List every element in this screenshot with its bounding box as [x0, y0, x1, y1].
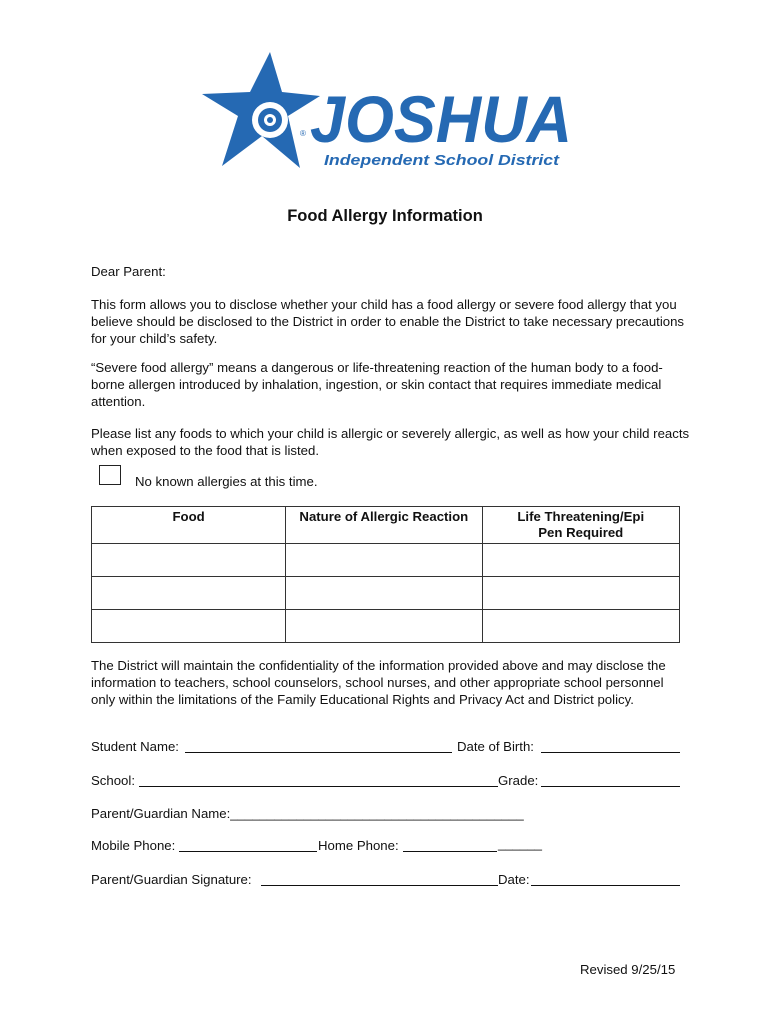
table-row [92, 577, 680, 610]
grade-field[interactable] [541, 786, 680, 787]
table-header-row [92, 507, 680, 544]
intro-paragraph: This form allows you to disclose whether your child has a food allergy or severe food allergy that you believe should be disclosed to the District in order to enable the District to take necessary precautions for your child’s safety. [91, 297, 685, 346]
header-food: Food [92, 507, 286, 544]
home-phone-field-tail[interactable]: ______ [498, 836, 543, 851]
epi-pen-cell[interactable] [482, 610, 679, 643]
mobile-phone-field[interactable] [179, 851, 317, 852]
date-field[interactable] [531, 885, 680, 886]
grade-label: Grade: [498, 773, 539, 788]
confidentiality-paragraph: The District will maintain the confidentiality of the information provided above and may disclose the information to teachers, school counselors, school nurses, and other appropriate school personnel only within the limitations of the Family Educational Rights and Privacy Act and District policy. [91, 658, 666, 707]
logo-wordmark: JOSHUA [310, 82, 572, 156]
form-title: Food Allergy Information [287, 207, 483, 225]
logo-subtitle: Independent School District [324, 152, 561, 169]
guardian-name-label: Parent/Guardian Name:________________________________________ [91, 806, 524, 821]
date-label: Date: [498, 872, 530, 887]
school-label: School: [91, 773, 135, 788]
no-allergies-label: No known allergies at this time. [135, 474, 318, 489]
table-row [92, 610, 680, 643]
definition-paragraph: “Severe food allergy” means a dangerous or life-threatening reaction of the human body to a food-borne allergen introduced by inhalation, ingestion, or skin contact that requires immediate medical attention. [91, 360, 663, 409]
logo-reg-mark: ® [300, 129, 306, 138]
epi-pen-cell[interactable] [482, 544, 679, 577]
district-logo [200, 50, 580, 175]
home-phone-label: Home Phone: [318, 838, 399, 853]
home-phone-field[interactable] [403, 851, 497, 852]
date-of-birth-label: Date of Birth: [457, 739, 534, 754]
reaction-cell[interactable] [286, 577, 482, 610]
reaction-cell[interactable] [286, 544, 482, 577]
revision-date: Revised 9/25/15 [580, 962, 676, 977]
salutation: Dear Parent: [91, 264, 166, 279]
instructions-paragraph: Please list any foods to which your child is allergic or severely allergic, as well as how your child reacts when exposed to the food that is listed. [91, 426, 690, 458]
signature-label: Parent/Guardian Signature: [91, 872, 252, 887]
allergy-table [91, 506, 680, 643]
student-name-label: Student Name: [91, 739, 179, 754]
epi-pen-cell[interactable] [482, 577, 679, 610]
signature-field[interactable] [261, 885, 498, 886]
food-cell[interactable] [92, 544, 286, 577]
table-row [92, 544, 680, 577]
date-of-birth-field[interactable] [541, 752, 680, 753]
student-name-field[interactable] [185, 752, 452, 753]
food-cell[interactable] [92, 577, 286, 610]
guardian-name-field[interactable]: ________________________________________ [230, 806, 524, 821]
no-allergies-checkbox[interactable] [99, 465, 121, 485]
school-field[interactable] [139, 786, 498, 787]
header-epi-pen: Life Threatening/Epi Pen Required [482, 507, 679, 544]
food-cell[interactable] [92, 610, 286, 643]
header-reaction: Nature of Allergic Reaction [286, 507, 482, 544]
mobile-phone-label: Mobile Phone: [91, 838, 176, 853]
reaction-cell[interactable] [286, 610, 482, 643]
